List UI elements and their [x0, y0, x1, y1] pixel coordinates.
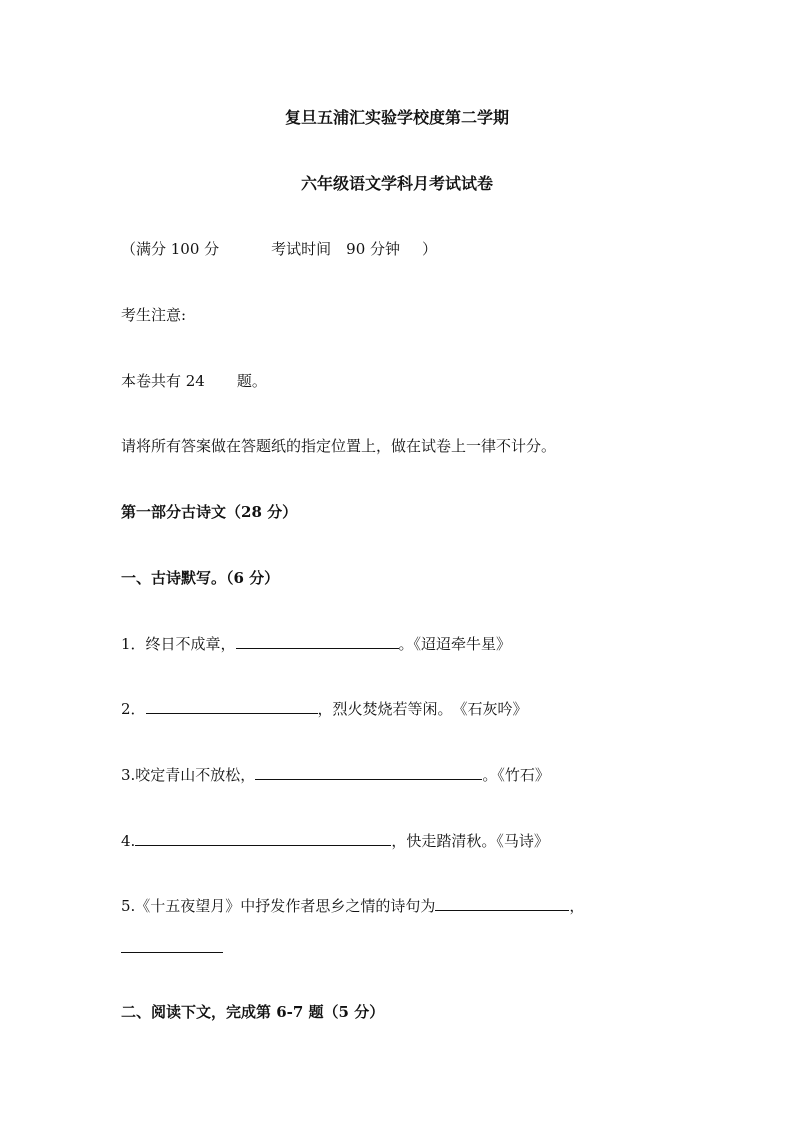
- part1-title: 第一部分古诗文（28 分）: [121, 503, 298, 521]
- question-5-text: 5.《十五夜望月》中抒发作者思乡之情的诗句为: [121, 897, 436, 915]
- question-2-suffix: ，烈火焚烧若等闲。 《石灰吟》: [317, 700, 528, 718]
- question-count-prefix: 本卷共有 24: [121, 372, 205, 390]
- answer-blank-1[interactable]: [236, 634, 399, 649]
- question-2-prefix: 2．: [121, 700, 146, 718]
- answer-blank-5b[interactable]: [121, 938, 223, 953]
- page-title: 复旦五浦汇实验学校度第二学期: [284, 108, 509, 127]
- answer-blank-4[interactable]: [135, 831, 391, 846]
- answer-blank-2[interactable]: [146, 699, 318, 714]
- notice-label: 考生注意:: [121, 306, 187, 324]
- section2-title: 二、阅读下文，完成第 6-7 题（5 分）: [121, 1003, 385, 1021]
- question-2: [121, 699, 528, 719]
- question-1-suffix: 。《迢迢牵牛星》: [398, 635, 512, 653]
- question-4: [121, 831, 549, 851]
- question-3-prefix: 3.咬定青山不放松，: [121, 766, 256, 784]
- question-3-suffix: 。《竹石》: [482, 766, 550, 784]
- page-subtitle: 六年级语文学科月考试试卷: [300, 174, 493, 193]
- question-count: [121, 371, 267, 391]
- question-5-continuation: [121, 938, 223, 958]
- question-3: [121, 765, 550, 785]
- full-score: （满分 100 分: [121, 240, 220, 258]
- question-1-prefix: 1．终日不成章，: [121, 635, 236, 653]
- exam-info-close: ）: [422, 240, 438, 258]
- question-5: [121, 896, 584, 916]
- question-5-comma: ，: [569, 897, 585, 915]
- question-4-suffix: ，快走踏清秋。《马诗》: [391, 832, 549, 850]
- exam-time: 考试时间 90 分钟: [271, 240, 401, 258]
- exam-info: [121, 239, 437, 259]
- answer-instruction: 请将所有答案做在答题纸的指定位置上，做在试卷上一律不计分。: [121, 437, 557, 455]
- question-1: [121, 634, 511, 654]
- section1-title: 一、古诗默写。（6 分）: [121, 569, 280, 587]
- answer-blank-3[interactable]: [255, 765, 482, 780]
- question-count-suffix: 题。: [236, 372, 267, 390]
- answer-blank-5a[interactable]: [435, 896, 569, 911]
- question-4-prefix: 4.: [121, 832, 136, 850]
